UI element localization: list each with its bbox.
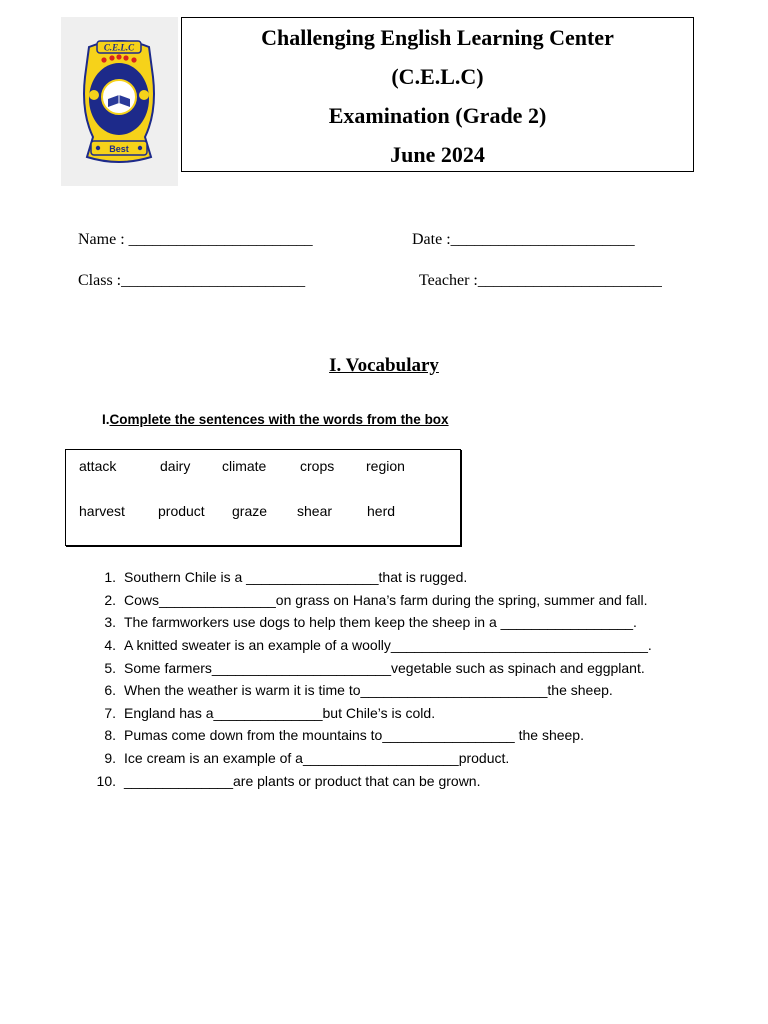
question-text: A knitted sweater is an example of a woolly_________________________________.	[124, 637, 652, 653]
question-text: Pumas come down from the mountains to_________________ the sheep.	[124, 727, 584, 743]
logo-top-text: C.E.L.C	[103, 42, 135, 53]
question-text: Ice cream is an example of a____________________product.	[124, 750, 510, 766]
question-number: 2.	[104, 592, 116, 608]
question-number: 6.	[104, 682, 116, 698]
exam-header	[181, 17, 694, 172]
name-field[interactable]: Name : _______________________	[78, 231, 313, 248]
instruction	[102, 412, 449, 427]
question-number: 10.	[96, 773, 116, 789]
question-text: The farmworkers use dogs to help them keep the sheep in a _________________.	[124, 614, 637, 630]
question-text: Southern Chile is a _________________that is rugged.	[124, 569, 468, 585]
word-item: product	[158, 503, 205, 519]
exam-title: Examination (Grade 2)	[328, 103, 547, 128]
word-item: crops	[300, 458, 335, 474]
question-item[interactable]	[104, 705, 436, 721]
question-number: 8.	[104, 727, 116, 743]
question-item[interactable]	[104, 682, 613, 698]
question-item[interactable]	[104, 592, 648, 608]
question-item[interactable]	[96, 773, 481, 789]
word-box	[65, 449, 461, 546]
logo-bottom-text: Best	[109, 144, 129, 154]
word-item: harvest	[79, 503, 125, 519]
question-item[interactable]	[104, 750, 510, 766]
question-text: When the weather is warm it is time to________________________the sheep.	[124, 682, 613, 698]
word-item: graze	[232, 503, 268, 519]
question-item[interactable]	[104, 727, 584, 743]
date-field[interactable]: Date :_______________________	[412, 231, 635, 248]
question-item[interactable]	[104, 569, 468, 585]
word-item: dairy	[160, 458, 191, 474]
school-logo	[61, 17, 178, 186]
question-item[interactable]	[104, 637, 652, 653]
instruction-prefix: I.	[102, 412, 110, 427]
question-number: 7.	[104, 705, 116, 721]
teacher-field[interactable]: Teacher :_______________________	[419, 272, 662, 289]
question-number: 3.	[104, 614, 116, 630]
section-title: I. Vocabulary	[329, 355, 439, 376]
question-number: 9.	[104, 750, 116, 766]
question-number: 4.	[104, 637, 116, 653]
word-item: region	[366, 458, 405, 474]
word-item: herd	[367, 503, 396, 519]
question-text: Some farmers_______________________vegetable such as spinach and eggplant.	[124, 660, 645, 676]
word-item: climate	[222, 458, 267, 474]
instruction-text: Complete the sentences with the words from the box	[109, 412, 449, 427]
exam-date: June 2024	[390, 142, 485, 167]
school-abbreviation: (C.E.L.C)	[391, 64, 484, 89]
word-item: attack	[79, 458, 117, 474]
question-number: 5.	[104, 660, 116, 676]
school-name: Challenging English Learning Center	[261, 25, 614, 50]
question-text: ______________are plants or product that can be grown.	[124, 773, 481, 789]
question-item[interactable]	[104, 614, 637, 630]
school-crest-book-icon	[61, 17, 178, 186]
class-field[interactable]: Class :_______________________	[78, 272, 306, 289]
question-number: 1.	[104, 569, 116, 585]
question-text: England has a______________but Chile’s is cold.	[124, 705, 436, 721]
question-text: Cows_______________on grass on Hana’s farm during the spring, summer and fall.	[124, 592, 648, 608]
question-item[interactable]	[104, 660, 645, 676]
word-item: shear	[297, 503, 333, 519]
